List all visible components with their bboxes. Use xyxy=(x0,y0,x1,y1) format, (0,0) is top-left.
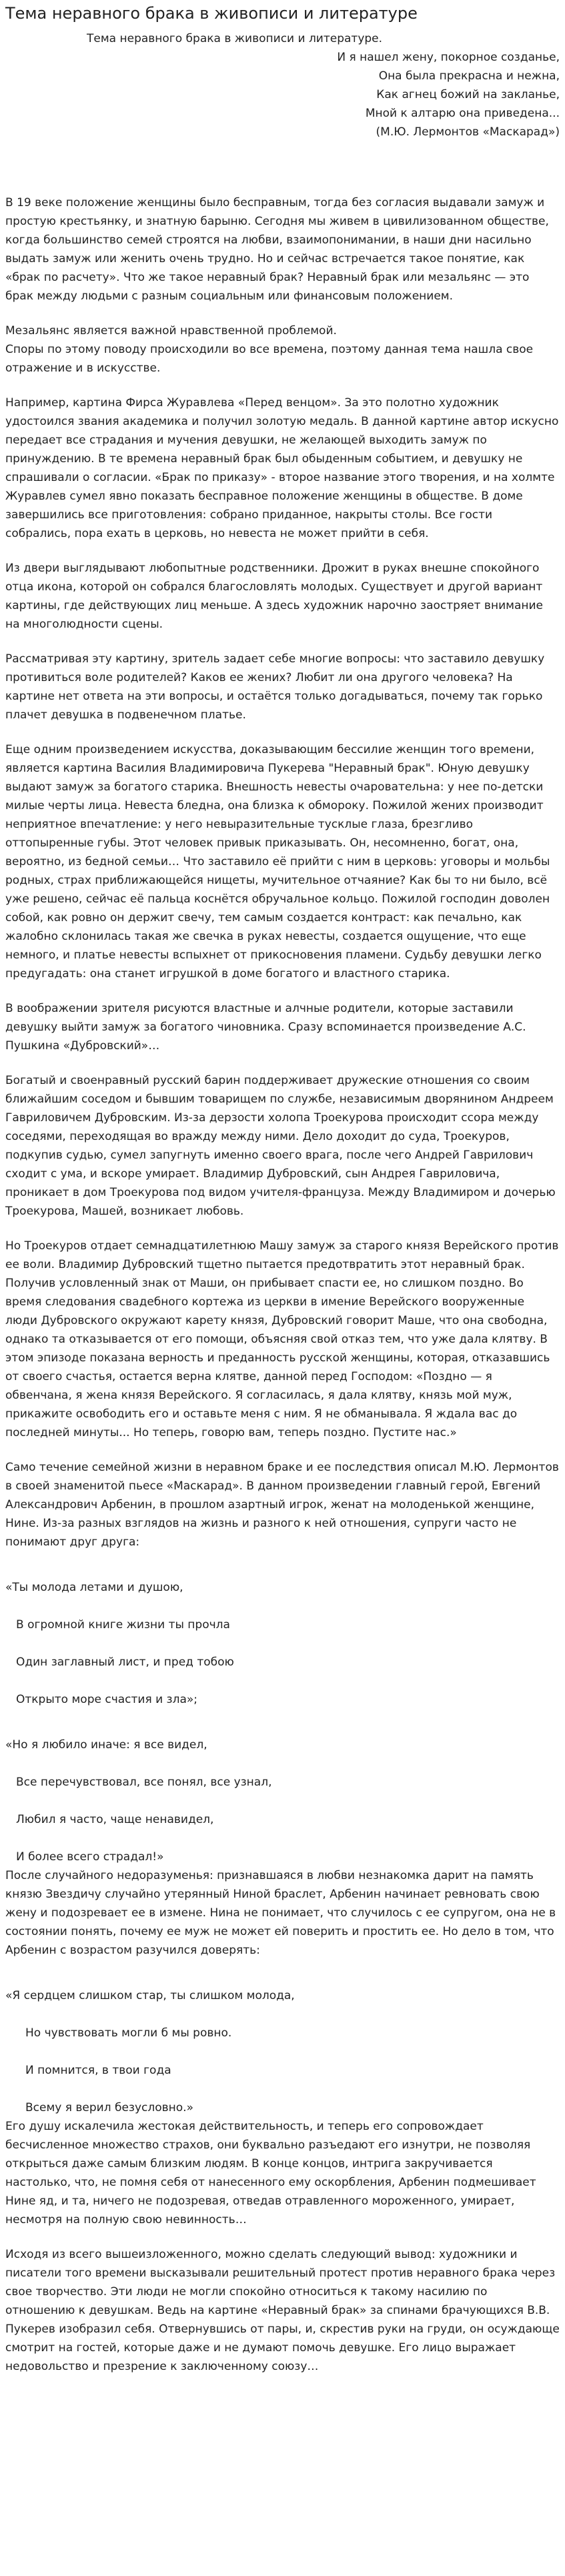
epigraph-line: Мной к алтарю она приведена... xyxy=(365,107,560,120)
poem-line: Любил я часто, чаще ненавидел, xyxy=(16,1813,214,1826)
paragraph: Споры по этому поводу происходили во все времена, поэтому данная тема нашла свое отражение и в искусстве. xyxy=(5,343,534,375)
paragraph: Еще одним произведением искусства, доказывающим бессилие женщин того времени, является картина Василия Владимировича Пукерева "Неравный брак". Юную девушку выдают замуж за богатого старика. Внешность невесты очаровательна: у нее по-детски милые черты лица. Невеста бледна, она близка к обмороку. Пожилой жених производит неприятное впечатление: у него невыразительные тусклые глаза, брезгливо оттопыренные губы. Этот человек привык приказывать. Он, несомненно, богат, она, вероятно, из бедной семьи… Что заставило её прийти с ним в церковь: уговоры и мольбы родных, страх приближающейся нищеты, мучительное отчаяние? Как бы то ни было, всё уже решено, сейчас её пальца коснётся обручальное кольцо. Пожилой господин доволен собой, как ровно он держит свечу, тем самым создается контраст: как печально, как жалобно склонилась такая же свечка в руках невесты, создается ощущение, что еще немного, и платье невесты вспыхнет от прикосновения пламени. Судьбу девушки легко предугадать: она станет игрушкой в доме богатого и властного старика. xyxy=(5,743,550,981)
article-body xyxy=(5,193,560,1551)
poem-line: В огромной книге жизни ты прочла xyxy=(16,1618,230,1632)
paragraph: Из двери выглядывают любопытные родственники. Дрожит в руках внешне спокойного отца икона, которой он собрался благословлять молодых. Существует и другой вариант картины, где действующих лиц меньше. А здесь художник нарочно заостряет внимание на многолюдности сцены. xyxy=(5,562,543,631)
paragraph: Мезальянс является важной нравственной проблемой. xyxy=(5,324,337,338)
epigraph xyxy=(5,29,560,141)
poem-line: «Я сердцем слишком стар, ты слишком молода, xyxy=(5,1989,295,2002)
poem-line: И более всего страдал!» xyxy=(16,1850,164,1864)
paragraph: После случайного недоразуменья: признавшаяся в любви незнакомка дарит на память князю Звездичу случайно утерянный Ниной браслет, Арбенин начинает ревновать свою жену и подозревает ее в измене. Нина не понимает, что случилось с ее супругом, она не в состоянии понять, почему ее муж не может ей поверить и простить ее. Но дело в том, что Арбенин с возрастом разучился доверять: xyxy=(5,1869,556,1957)
epigraph-title: Тема неравного брака в живописи и литературе. xyxy=(87,32,383,45)
poem-quote-1 xyxy=(5,1578,560,1709)
poem-quote-3 xyxy=(5,1986,560,2117)
paragraph: Исходя из всего вышеизложенного, можно сделать следующий вывод: художники и писатели того времени высказывали решительный протест против неравного брака через свое творчество. Эти люди не могли спокойно относиться к такому насилию по отношению к девушкам. Ведь на картине «Неравный брак» за спинами брачующихся В.В. Пукерев изобразил себя. Отвернувшись от пары, и, скрестив руки на груди, он осуждающе смотрит на гостей, которые даже и не думают помочь девушке. Его лицо выражает недовольство и презрение к заключенному союзу… xyxy=(5,2248,560,2373)
paragraph: Рассматривая эту картину, зритель задает себе многие вопросы: что заставило девушку противиться воле родителей? Каков ее жених? Любит ли она другого человека? На картине нет ответа на эти вопросы, и остаётся только догадываться, почему так горько плачет девушка в подвенечном платье. xyxy=(5,652,545,722)
paragraph: В воображении зрителя рисуются властные и алчные родители, которые заставили девушку выйти замуж за богатого чиновника. Сразу вспоминается произведение А.С. Пушкина «Дубровский»… xyxy=(5,1002,526,1053)
poem-line: Но чувствовать могли б мы ровно. xyxy=(25,2026,232,2040)
poem-quote-2 xyxy=(5,1736,560,1866)
poem-line: Открыто море счастия и зла»; xyxy=(16,1693,197,1706)
page-title: Тема неравного брака в живописи и литературе xyxy=(5,4,418,23)
poem-line: Все перечувствовал, все понял, все узнал, xyxy=(16,1776,272,1789)
poem-line: Один заглавный лист, и пред тобою xyxy=(16,1656,234,1669)
epigraph-attribution: (М.Ю. Лермонтов «Маскарад») xyxy=(376,125,560,139)
paragraph: Его душу искалечила жестокая действительность, и теперь его сопровождает бесчисленное множество страхов, они буквально разъедают его изнутри, не позволяя открыться даже самым близким людям. В конце концов, интрига закручивается настолько, что, не помня себя от нанесенного ему оскорбления, Арбенин подмешивает Нине яд, и та, ничего не подозревая, отведав отравленного мороженного, умирает, несмотря на полную свою невинность… xyxy=(5,2120,536,2226)
poem-line: «Ты молода летами и душою, xyxy=(5,1581,183,1594)
epigraph-line: Как агнец божий на закланье, xyxy=(376,88,560,101)
poem-line: «Но я любило иначе: я все видел, xyxy=(5,1738,207,1752)
article-body-2 xyxy=(5,1866,560,1960)
epigraph-line: Она была прекрасна и нежна, xyxy=(378,69,560,83)
article-body-3 xyxy=(5,2117,560,2376)
poem-line: Всему я верил безусловно.» xyxy=(25,2101,193,2114)
epigraph-line: И я нашел жену, покорное созданье, xyxy=(337,51,560,64)
paragraph: В 19 веке положение женщины было бесправным, тогда без согласия выдавали замуж и простую крестьянку, и знатную барыню. Сегодня мы живем в цивилизованном обществе, когда большинство семей строятся на любви, взаимопонимании, в наши дни насильно выдать замуж или женить очень трудно. Но и сейчас встречается такое понятие, как «брак по расчету». Что же такое неравный брак? Неравный брак или мезальянс — это брак между людьми с разным социальным или финансовым положением. xyxy=(5,196,549,303)
poem-line: И помнится, в твои года xyxy=(25,2064,171,2077)
paragraph: Богатый и своенравный русский барин поддерживает дружеские отношения со своим ближайшим соседом и бывшим товарищем по службе, независимым дворянином Андреем Гавриловичем Дубровским. Из-за дерзости холопа Троекурова происходит ссора между соседями, переходящая во вражду между ними. Дело доходит до суда, Троекуров, подкупив судью, сумел запугнуть именно своего врага, после чего Андрей Гаврилович сходит с ума, и вскоре умирает. Владимир Дубровский, сын Андрея Гавриловича, проникает в дом Троекурова под видом учителя-француза. Между Владимиром и дочерью Троекурова, Машей, возникает любовь. xyxy=(5,1074,556,1218)
paragraph: Например, картина Фирса Журавлева «Перед венцом». За это полотно художник удостоился звания академика и получил золотую медаль. В данной картине автор искусно передает все страдания и мучения девушки, не желающей выходить замуж по принуждению. В те времена неравный брак был обыденным событием, и девушку не спрашивали о согласии. «Брак по приказу» - второе название этого творения, и на холмте Журавлев сумел явно показать бесправное положение женщины в обществе. В доме завершились все приготовления: собрано приданное, накрыты столы. Все гости собрались, пора ехать в церковь, но невеста не может прийти в себя. xyxy=(5,396,559,540)
paragraph: Само течение семейной жизни в неравном браке и ее последствия описал М.Ю. Лермонтов в своей знаменитой пьесе «Маскарад». В данном произведении главный герой, Евгений Александрович Арбенин, в прошлом азартный игрок, женат на молоденькой женщине, Нине. Из-за разных взглядов на жизнь и разного к ней отношения, супруги часто не понимают друг друга: xyxy=(5,1461,559,1549)
paragraph: Но Троекуров отдает семнадцатилетнюю Машу замуж за старого князя Верейского против ее воли. Владимир Дубровский тщетно пытается предотвратить этот неравный брак. Получив условленный знак от Маши, он прибывает спасти ее, но слишком поздно. Во время следования свадебного кортежа из церкви в имение Верейского вооруженные люди Дубровского окружают карету князя, Дубровский говорит Маше, что она свободна, однако та отказывается от его помощи, объясняя свой отказ тем, что уже дала клятву. В этом эпизоде показана верность и преданность русской женщины, которая, отказавшись от своего счастья, остается верна клятве, данной перед Господом: «Поздно — я обвенчана, я жена князя Верейского. Я согласилась, я дала клятву, князь мой муж, прикажите освободить его и оставьте меня с ним. Я не обманывала. Я ждала вас до последней минуты... Но теперь, говорю вам, теперь поздно. Пустите нас.» xyxy=(5,1239,559,1439)
